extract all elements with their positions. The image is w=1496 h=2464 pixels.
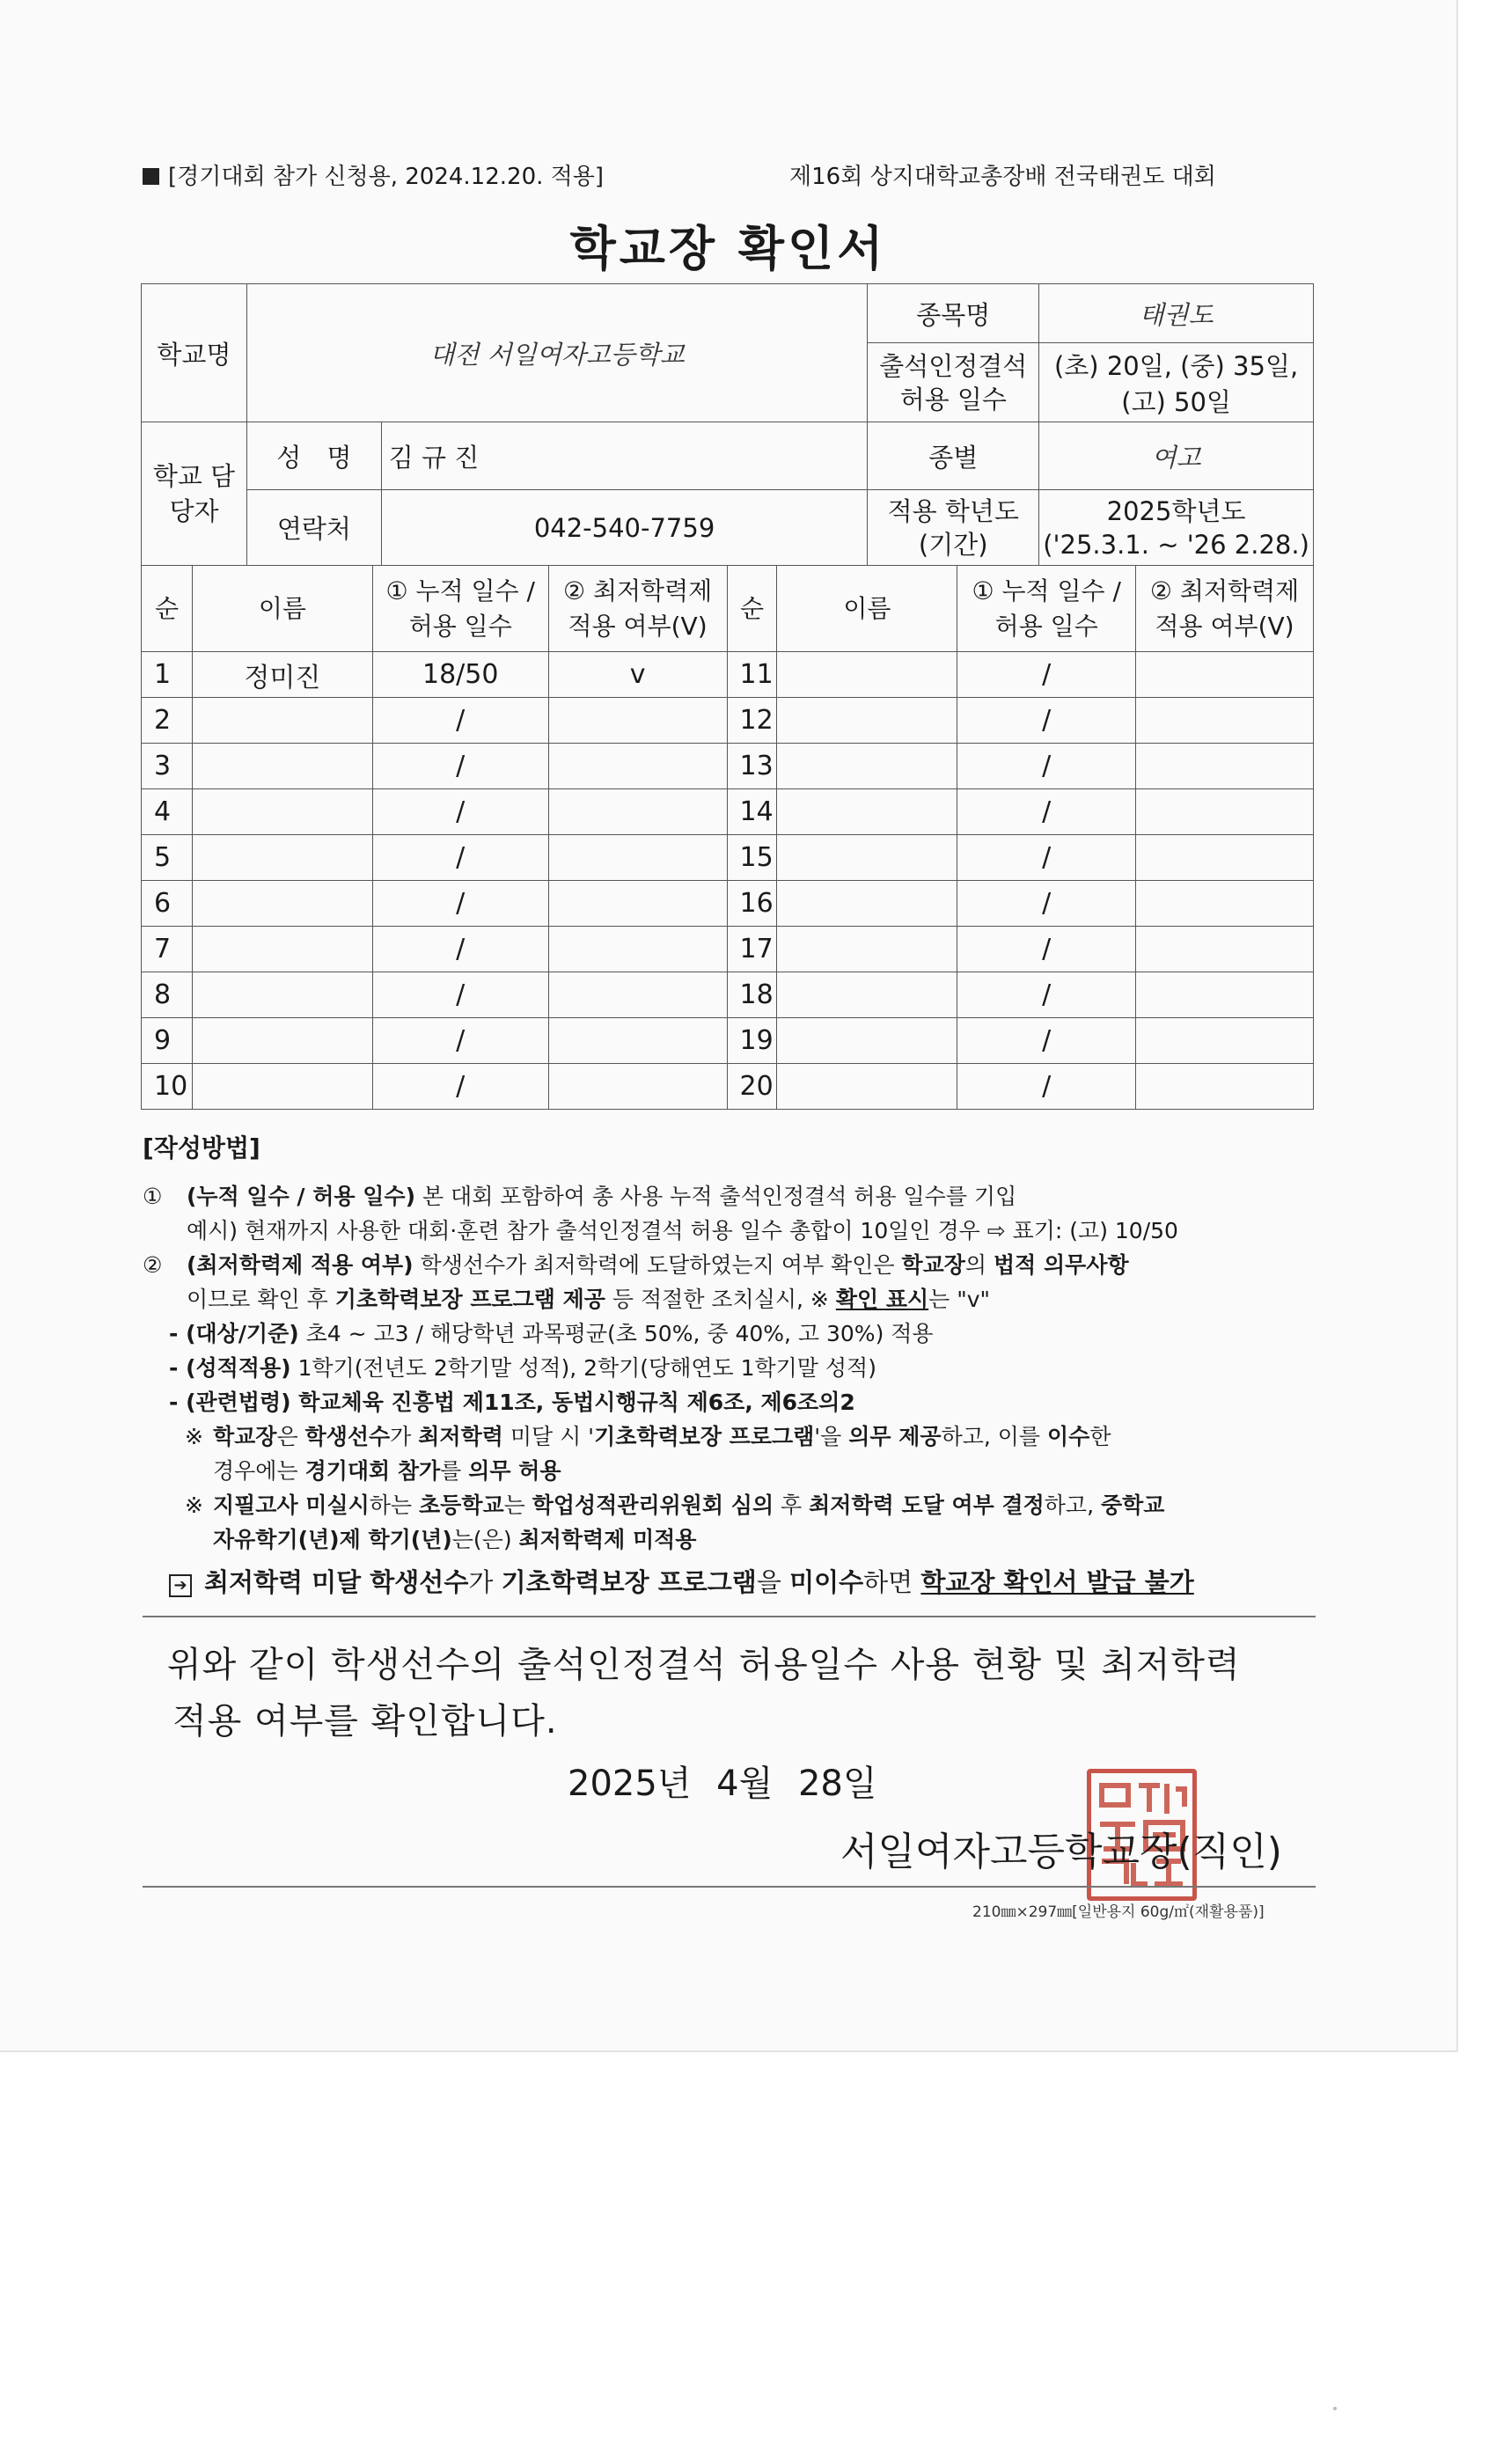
- student-row: [142, 698, 1314, 744]
- student-row: [142, 789, 1314, 835]
- n1-c: 학생선수: [304, 1424, 391, 1449]
- days-value-2: /: [957, 652, 1136, 698]
- row-number: 9: [142, 1018, 193, 1064]
- days-value: /: [372, 789, 548, 835]
- minimum-check: [548, 881, 727, 927]
- guide-item-2-b3: 법적 의무사항: [994, 1252, 1129, 1278]
- n2-g: 최저학력 도달 여부 결정: [809, 1492, 1045, 1518]
- student-name-2: [777, 835, 957, 881]
- student-row: [142, 972, 1314, 1018]
- document-title: 학교장 확인서: [569, 221, 887, 276]
- n1-e: 최저학력: [418, 1424, 503, 1449]
- writing-guide: [143, 1131, 1322, 1600]
- row-number-2: 14: [727, 789, 777, 835]
- n2-e: 학업성적관리위원회 심의: [532, 1492, 774, 1518]
- days-value: /: [372, 881, 548, 927]
- n2-b: 하는: [369, 1492, 420, 1518]
- minimum-check-2: [1136, 1064, 1314, 1110]
- row-number-2: 19: [727, 1018, 777, 1064]
- final-d: 을: [756, 1567, 790, 1597]
- header-days-2: ① 누적 일수 / 허용 일수: [957, 566, 1136, 652]
- days-value: /: [372, 1064, 548, 1110]
- row-number-2: 15: [727, 835, 777, 881]
- student-name-2: [777, 698, 957, 744]
- manager-label: 학교 담당자: [142, 422, 247, 566]
- student-name-2: [777, 972, 957, 1018]
- guide-sub-3: [143, 1385, 1322, 1419]
- row-number-2: 18: [727, 972, 777, 1018]
- student-name-2: [777, 881, 957, 927]
- row-number-2: 11: [727, 652, 777, 698]
- student-name: 정미진: [192, 652, 372, 698]
- minimum-check-2: [1136, 927, 1314, 972]
- row-number: 5: [142, 835, 193, 881]
- row-number-2: 13: [727, 744, 777, 789]
- minimum-check-2: [1136, 698, 1314, 744]
- guide-sub-2-bold: - (성적적용): [169, 1355, 291, 1381]
- guide-note-2: [143, 1488, 1322, 1557]
- n2-l: 최저학력제 미적용: [518, 1527, 697, 1552]
- days-value: /: [372, 972, 548, 1018]
- row-number: 2: [142, 698, 193, 744]
- n1-n: 경기대회 참가: [304, 1458, 441, 1484]
- minimum-check-2: [1136, 972, 1314, 1018]
- confirmation-text: [167, 1637, 1329, 1749]
- guide-item-2-b2: 학교장: [901, 1252, 965, 1278]
- n2-a: 지필고사 미실시: [213, 1492, 370, 1518]
- row-number-2: 20: [727, 1064, 777, 1110]
- minimum-check: [548, 927, 727, 972]
- signer: 서일여자고등학교장(직인): [840, 1830, 1282, 1874]
- n2-k: 는(은): [451, 1527, 519, 1552]
- guide-item-2-line2: [187, 1282, 1322, 1316]
- guide-sub-2-text: 1학기(전년도 2학기말 성적), 2학기(당해연도 1학기말 성적): [290, 1355, 876, 1381]
- row-number-2: 12: [727, 698, 777, 744]
- student-row: [142, 835, 1314, 881]
- final-f: 하면: [863, 1567, 921, 1597]
- guide-line2-b: 기초학력보장 프로그램 제공: [334, 1287, 605, 1312]
- days-value: /: [372, 1018, 548, 1064]
- minimum-check: [548, 789, 727, 835]
- guide-note-2-line2: [213, 1522, 1322, 1557]
- guide-sub-1: [143, 1316, 1322, 1351]
- row-number: 10: [142, 1064, 193, 1110]
- student-name: [192, 744, 372, 789]
- student-name-2: [777, 927, 957, 972]
- row-number: 4: [142, 789, 193, 835]
- issue-date: 2025년 4월 28일: [568, 1764, 877, 1804]
- days-value-2: /: [957, 927, 1136, 972]
- n1-a: 학교장: [213, 1424, 277, 1449]
- n2-c: 초등학교: [419, 1492, 504, 1518]
- minimum-check: [548, 1018, 727, 1064]
- guide-line2-c: 등 적절한 조치실시, ※: [605, 1287, 836, 1312]
- n1-h: '을: [814, 1424, 849, 1449]
- paper-footnote: 210㎜×297㎜[일반용지 60g/㎡(재활용품)]: [972, 1903, 1265, 1921]
- n2-f: 후: [774, 1492, 810, 1518]
- allow-label: 출석인정결석 허용 일수: [868, 343, 1039, 422]
- days-value: /: [372, 927, 548, 972]
- year-value: 2025학년도: [1106, 495, 1246, 526]
- student-row: [142, 927, 1314, 972]
- student-name: [192, 1064, 372, 1110]
- guide-note-1-line2: [213, 1454, 1322, 1488]
- school-value: 대전 서일여자고등학교: [246, 284, 867, 422]
- minimum-check: [548, 744, 727, 789]
- days-value: 18/50: [372, 652, 548, 698]
- n1-i: 의무 제공: [848, 1424, 942, 1449]
- arrow-right-box-icon: ➔: [169, 1574, 192, 1597]
- n1-m: 경우에는: [213, 1458, 305, 1484]
- days-value: /: [372, 698, 548, 744]
- n1-b: 은: [276, 1424, 305, 1449]
- days-value-2: /: [957, 1018, 1136, 1064]
- student-name: [192, 972, 372, 1018]
- minimum-check: [548, 835, 727, 881]
- event-label: 종목명: [868, 284, 1039, 343]
- row-number: 7: [142, 927, 193, 972]
- confirmation-line-1: 위와 같이 학생선수의 출석인정결석 허용일수 사용 현황 및 최저학력: [167, 1645, 1241, 1685]
- guide-item-1-example: 예시) 현재까지 사용한 대회·훈련 참가 출석인정결석 허용 일수 총합이 10일인 경우 ⇨ 표기: (고) 10/50: [187, 1218, 1178, 1243]
- guide-item-2: [143, 1248, 1322, 1316]
- student-table: [141, 565, 1314, 1110]
- guide-sub-3-text: 학교체육 진흥법 제11조, 동법시행규칙 제6조, 제6조의2: [290, 1390, 855, 1415]
- guide-title: [작성방법]: [143, 1133, 260, 1162]
- minimum-check-2: [1136, 835, 1314, 881]
- student-header-row: [142, 566, 1314, 652]
- days-value-2: /: [957, 789, 1136, 835]
- student-name: [192, 698, 372, 744]
- minimum-check: [548, 698, 727, 744]
- guide-line2-d: 확인 표시: [835, 1287, 929, 1312]
- header-name-2: 이름: [777, 566, 957, 652]
- year-period: ('25.3.1. ~ '26 2.28.): [1043, 529, 1309, 560]
- guide-note-1: [143, 1419, 1322, 1488]
- student-name: [192, 1018, 372, 1064]
- event-value: 태권도: [1039, 284, 1314, 343]
- year-cell: [1039, 490, 1314, 566]
- n1-p: 의무 허용: [468, 1458, 561, 1484]
- reference-mark-icon: ※: [185, 1492, 203, 1518]
- minimum-check: [548, 972, 727, 1018]
- minimum-check-2: [1136, 789, 1314, 835]
- circle-1-icon: ①: [143, 1184, 163, 1209]
- header-right: 제16회 상지대학교총장배 전국태권도 대회: [789, 164, 1216, 190]
- days-value-2: /: [957, 1064, 1136, 1110]
- n1-d: 가: [390, 1424, 419, 1449]
- header-minimum: ② 최저학력제 적용 여부(V): [548, 566, 727, 652]
- header-name: 이름: [192, 566, 372, 652]
- guide-item-1-text: 본 대회 포함하여 총 사용 누적 출석인정결석 허용 일수를 기입: [415, 1184, 1017, 1209]
- final-g: 학교장 확인서 발급 불가: [920, 1567, 1194, 1597]
- header-days: ① 누적 일수 / 허용 일수: [372, 566, 548, 652]
- guide-item-1-bold: (누적 일수 / 허용 일수): [187, 1184, 415, 1209]
- student-row: [142, 652, 1314, 698]
- n1-j: 하고, 이를: [941, 1424, 1048, 1449]
- info-table: [141, 283, 1314, 566]
- n1-l: 한: [1089, 1424, 1111, 1449]
- row-number: 6: [142, 881, 193, 927]
- student-row: [142, 744, 1314, 789]
- days-value-2: /: [957, 881, 1136, 927]
- final-notice: [143, 1566, 1322, 1600]
- reference-mark-icon: ※: [185, 1424, 203, 1449]
- guide-sub-1-bold: - (대상/기준): [169, 1321, 299, 1346]
- bottom-rule: [143, 1886, 1316, 1888]
- minimum-check: [548, 1064, 727, 1110]
- n2-i: 중학교: [1100, 1492, 1165, 1518]
- n1-g: 기초학력보장 프로그램: [594, 1424, 815, 1449]
- contact-label: 연락처: [246, 490, 381, 566]
- gender-value: 여고: [1039, 422, 1314, 490]
- n1-f: 미달 시 ': [502, 1424, 595, 1449]
- student-name-2: [777, 1018, 957, 1064]
- guide-item-1: [143, 1179, 1322, 1248]
- school-label: 학교명: [142, 284, 247, 422]
- student-name: [192, 789, 372, 835]
- row-number: 3: [142, 744, 193, 789]
- row-number-2: 16: [727, 881, 777, 927]
- days-value-2: /: [957, 835, 1136, 881]
- days-value-2: /: [957, 972, 1136, 1018]
- divider-line: [143, 1616, 1316, 1617]
- guide-item-2-text1: 학생선수가 최저학력에 도달하였는지 여부 확인은: [413, 1252, 902, 1278]
- contact-value: 042-540-7759: [381, 490, 868, 566]
- minimum-check-2: [1136, 744, 1314, 789]
- n2-d: 는: [503, 1492, 532, 1518]
- days-value: /: [372, 744, 548, 789]
- circle-2-icon: ②: [143, 1252, 163, 1278]
- scan-speck: [1333, 2407, 1337, 2410]
- student-name: [192, 835, 372, 881]
- confirmation-line-2: 적용 여부를 확인합니다.: [172, 1701, 558, 1742]
- final-c: 기초학력보장 프로그램: [501, 1567, 757, 1597]
- student-name: [192, 927, 372, 972]
- n2-j: 자유학기(년)제 학기(년): [213, 1527, 452, 1552]
- row-number: 1: [142, 652, 193, 698]
- gender-label: 종별: [868, 422, 1039, 490]
- student-row: [142, 1018, 1314, 1064]
- final-b: 가: [468, 1567, 502, 1597]
- student-name-2: [777, 1064, 957, 1110]
- row-number: 8: [142, 972, 193, 1018]
- minimum-check-2: [1136, 881, 1314, 927]
- year-label: 적용 학년도 (기간): [868, 490, 1039, 566]
- guide-line2-a: 이므로 확인 후: [187, 1287, 335, 1312]
- header-left-text: [경기대회 참가 신청용, 2024.12.20. 적용]: [168, 164, 605, 190]
- n2-h: 하고,: [1044, 1492, 1101, 1518]
- minimum-check: v: [548, 652, 727, 698]
- student-name-2: [777, 789, 957, 835]
- student-name: [192, 881, 372, 927]
- n1-o: 를: [440, 1458, 469, 1484]
- allow-value: (초) 20일, (중) 35일, (고) 50일: [1039, 343, 1314, 422]
- guide-item-2-text2: 의: [964, 1252, 994, 1278]
- minimum-check-2: [1136, 1018, 1314, 1064]
- guide-item-2-bold: (최저학력제 적용 여부): [187, 1252, 414, 1278]
- guide-sub-3-bold: - (관련법령): [169, 1390, 291, 1415]
- student-row: [142, 1064, 1314, 1110]
- square-bullet-icon: [143, 168, 159, 185]
- header-no-2: 순: [727, 566, 777, 652]
- final-a: 최저학력 미달 학생선수: [204, 1567, 469, 1597]
- name-label: 성 명: [246, 422, 381, 490]
- guide-sub-1-text: 초4 ~ 고3 / 해당학년 과목평균(초 50%, 중 40%, 고 30%) 적용: [298, 1321, 934, 1346]
- header-minimum-2: ② 최저학력제 적용 여부(V): [1136, 566, 1314, 652]
- days-value-2: /: [957, 698, 1136, 744]
- row-number-2: 17: [727, 927, 777, 972]
- n1-k: 이수: [1047, 1424, 1090, 1449]
- header-left: [143, 158, 604, 191]
- student-name-2: [777, 652, 957, 698]
- student-row: [142, 881, 1314, 927]
- name-value: 김 규 진: [381, 422, 868, 490]
- final-e: 미이수: [789, 1567, 864, 1597]
- guide-line2-e: 는 "v": [928, 1287, 991, 1312]
- student-name-2: [777, 744, 957, 789]
- days-value-2: /: [957, 744, 1136, 789]
- guide-sub-2: [143, 1351, 1322, 1385]
- days-value: /: [372, 835, 548, 881]
- minimum-check-2: [1136, 652, 1314, 698]
- header-no: 순: [142, 566, 193, 652]
